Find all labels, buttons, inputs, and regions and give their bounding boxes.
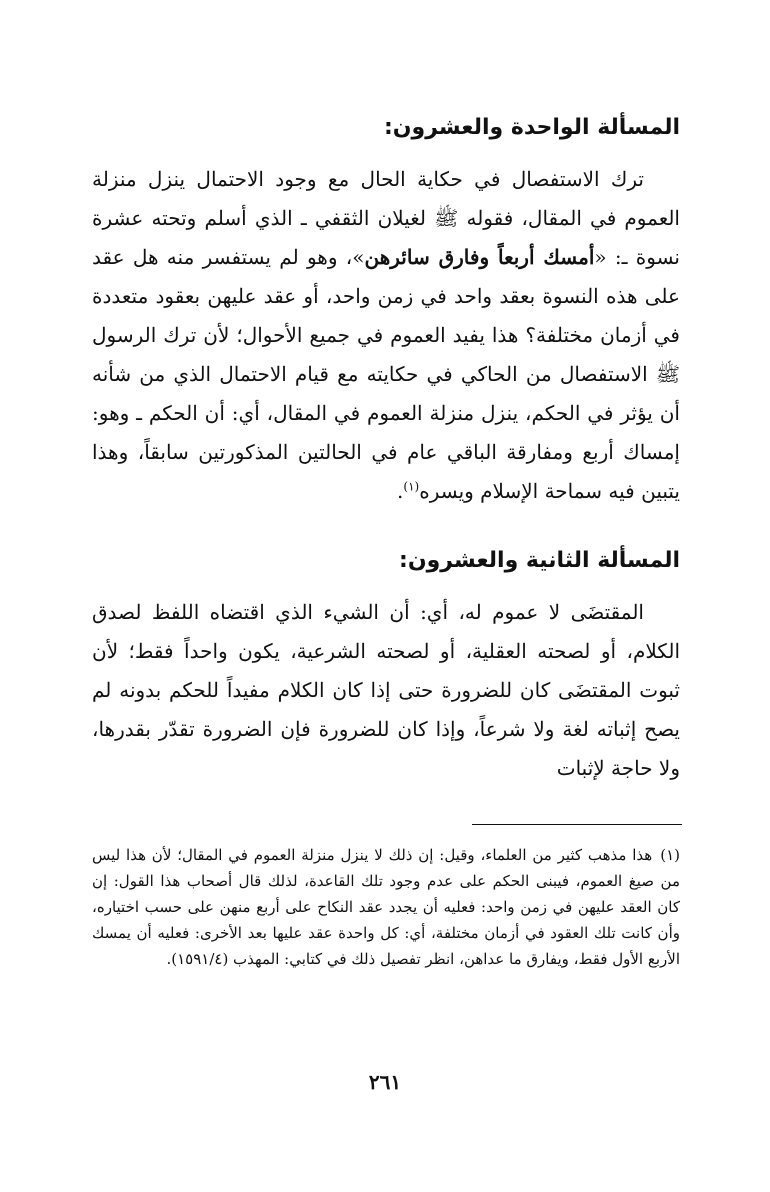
footnote-reference[interactable]: (١): [403, 479, 420, 494]
section-heading-21: المسألة الواحدة والعشرون:: [383, 115, 680, 140]
section-heading-22: المسألة الثانية والعشرون:: [399, 548, 680, 573]
paragraph-text-part: ترك الاستفصال في حكاية الحال مع وجود الاحتمال ينزل منزلة العموم في المقال، فقوله ﷺ لغيلان الثقفي ـ الذي أسلم وتحته عشرة نسوة ـ: «: [92, 167, 680, 269]
footnote-text: هذا مذهب كثير من العلماء، وقيل: إن ذلك لا ينزل منزلة العموم في المقال؛ لأن هذا ليس من صيغ العموم، فيبنى الحكم على عدم وجود تلك القاعدة، لذلك قال أصحاب هذا القول: إن كان العقد عليهن في زمن واحد: فعليه أن يجدد عقد النكاح على أربع منهن على حسب اختياره، وأن كانت تلك العقود في أزمان مختلفة، أي: كل واحدة عقد عليها بعد الأخرى: فعليه أن يمسك الأربع الأول فقط، ويفارق ما عداهن، انظر تفصيل ذلك في كتابي: المهذب (١٥٩١/٤).: [92, 846, 681, 968]
footnote-divider: [472, 824, 682, 825]
section-paragraph-22: المقتضَى لا عموم له، أي: أن الشيء الذي اقتضاه اللفظ لصدق الكلام، أو لصحته العقلية، أو لصحته الشرعية، يكون واحداً فقط؛ لأن ثبوت المقتضَى كان للضرورة حتى إذا كان الكلام مفيداً للحكم بدونه لم يصح إثباته لغة ولا شرعاً، وإذا كان للضرورة فإن الضرورة تقدّر بقدرها، ولا حاجة لإثبات: [92, 600, 680, 780]
section-paragraph-21: [92, 160, 680, 511]
footnote-number: (١): [660, 846, 680, 864]
footnote: [92, 842, 680, 972]
page-number: ٢٦١: [368, 1070, 402, 1094]
paragraph-text-part: »، وهو لم يستفسر منه هل عقد على هذه النسوة بعقد واحد في زمن واحد، أو عقد عليهن بعقود متعددة في أزمان مختلفة؟ هذا يفيد العموم في جميع الأحوال؛ لأن ترك الرسول ﷺ الاستفصال من الحاكي في حكايته مع قيام الاحتمال الذي من شأنه أن يؤثر في الحكم، ينزل منزلة العموم في المقال، أي: أن الحكم ـ وهو: إمساك أربع ومفارقة الباقي عام في الحالتين المذكورتين سابقاً، وهذا يتبين فيه سماحة الإسلام ويسره: [92, 245, 680, 503]
page-body: [92, 108, 680, 788]
hadith-quote: أمسك أربعاً وفارق سائرهن: [364, 245, 595, 269]
paragraph-end-punct: .: [397, 479, 404, 503]
